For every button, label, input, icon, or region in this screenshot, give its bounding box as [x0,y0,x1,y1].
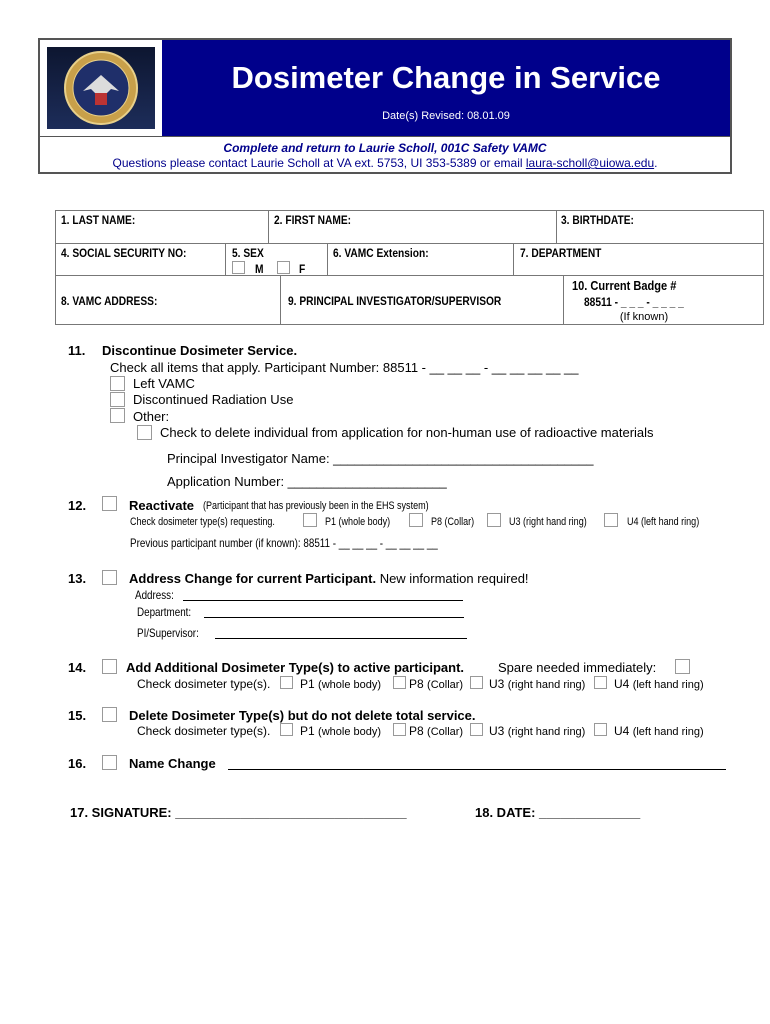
reactivate-p8-checkbox[interactable] [409,513,423,527]
sex-f-checkbox[interactable] [277,261,290,274]
add-p1-checkbox[interactable] [280,676,293,689]
section-11-title: Discontinue Dosimeter Service. [102,343,298,358]
section-13-required: New information required! [379,571,529,586]
form-title: Dosimeter Change in Service [231,60,661,95]
add-u3-desc: (right hand ring) [507,679,586,691]
add-p8-checkbox[interactable] [393,676,406,689]
badge-number: 88511 - _ _ _ - _ _ _ _ [584,295,684,309]
delete-application-checkbox[interactable] [137,425,152,440]
reactivate-p1-label: P1 (whole body) [325,516,391,528]
name-change-input[interactable] [228,769,726,770]
add-p1-label [300,677,381,691]
pi-supervisor-field-label: PI/Supervisor: [137,626,199,640]
vamc-extension-label: 6. VAMC Extension: [333,246,429,260]
add-u4-label [614,677,704,691]
reactivate-u4-checkbox[interactable] [604,513,618,527]
add-p8-label [409,677,463,691]
section-11-number: 11. [68,343,86,358]
section-16-number: 16. [68,756,87,771]
delete-p8-code: P8 [409,724,424,738]
add-u3-code: U3 [489,677,505,691]
revised-date: Date(s) Revised: 08.01.09 [382,110,510,122]
birthdate-label: 3. BIRTHDATE: [561,213,634,227]
add-u3-checkbox[interactable] [470,676,483,689]
delete-p1-checkbox[interactable] [280,723,293,736]
sex-f-label: F [299,262,306,276]
badge-if-known: (If known) [619,311,669,323]
sex-m-checkbox[interactable] [232,261,245,274]
add-u4-checkbox[interactable] [594,676,607,689]
delete-u4-label [614,724,704,738]
section-14-title: Add Additional Dosimeter Type(s) to active participant. [126,660,465,675]
delete-check-types: Check dosimeter type(s). [137,724,271,738]
department-field-label: Department: [137,605,192,619]
left-vamc-label: Left VAMC [133,376,195,391]
reactivate-p8-label: P8 (Collar) [431,516,475,528]
email-link[interactable]: laura-scholl@uiowa.edu [525,156,655,170]
last-name-label: 1. LAST NAME: [61,213,136,227]
address-label: Address: [135,588,174,602]
section-12-title: Reactivate [129,498,195,513]
current-badge-label: 10. Current Badge # [572,278,677,293]
reactivate-p1-checkbox[interactable] [303,513,317,527]
delete-dosimeter-checkbox[interactable] [102,707,117,722]
reactivate-u3-checkbox[interactable] [487,513,501,527]
delete-p8-label [409,724,463,738]
pi-supervisor-label: 9. PRINCIPAL INVESTIGATOR/SUPERVISOR [288,294,502,308]
first-name-label: 2. FIRST NAME: [274,213,352,227]
add-p8-desc: (Collar) [427,679,464,691]
add-u4-code: U4 [614,677,630,691]
pi-name-field[interactable]: Principal Investigator Name: ____________________________________ [167,451,594,466]
discontinued-radiation-checkbox[interactable] [110,392,125,407]
return-instructions: Complete and return to Laurie Scholl, 001C Safety VAMC [223,141,547,155]
ssn-label: 4. SOCIAL SECURITY NO: [61,246,187,260]
add-dosimeter-checkbox[interactable] [102,659,117,674]
date-field[interactable]: 18. DATE: ______________ [475,805,641,820]
spare-needed-label: Spare needed immediately: [498,660,657,675]
reactivate-check-types: Check dosimeter type(s) requesting. [130,516,275,528]
section-16-title: Name Change [129,756,216,771]
department-input[interactable] [204,617,464,618]
add-p1-desc: (whole body) [318,679,382,691]
add-check-types: Check dosimeter type(s). [137,677,271,691]
delete-p8-checkbox[interactable] [393,723,406,736]
left-vamc-checkbox[interactable] [110,376,125,391]
add-p1-code: P1 [300,677,315,691]
previous-participant-number[interactable]: Previous participant number (if known): 88511 - __ __ __ - __ __ __ __ [130,536,438,550]
va-seal-icon [47,47,155,129]
pi-supervisor-input[interactable] [215,638,467,639]
delete-u4-desc: (left hand ring) [632,726,704,738]
section-12-number: 12. [68,498,87,513]
delete-u4-code: U4 [614,724,630,738]
section-11-participant: Check all items that apply. Participant Number: 88511 - __ __ __ - __ __ __ __ __ [110,360,579,375]
vamc-address-label: 8. VAMC ADDRESS: [61,294,158,308]
address-input[interactable] [183,600,463,601]
contact-info [40,156,730,170]
section-13-title-line [129,571,529,586]
reactivate-u4-label: U4 (left hand ring) [627,516,700,528]
section-13-title: Address Change for current Participant. [129,571,377,586]
contact-suffix: . [654,156,658,170]
other-checkbox[interactable] [110,408,125,423]
delete-u3-label [489,724,585,738]
contact-text: Questions please contact Laurie Scholl at VA ext. 5753, UI 353-5389 or email [112,156,526,170]
add-p8-code: P8 [409,677,424,691]
sex-label: 5. SEX [232,246,264,260]
section-15-title: Delete Dosimeter Type(s) but do not delete total service. [129,708,476,723]
application-number-field[interactable]: Application Number: ______________________ [167,474,447,489]
discontinued-radiation-label: Discontinued Radiation Use [133,392,294,407]
name-change-checkbox[interactable] [102,755,117,770]
section-13-number: 13. [68,571,87,586]
delete-p1-desc: (whole body) [318,726,382,738]
delete-u3-desc: (right hand ring) [507,726,586,738]
delete-u4-checkbox[interactable] [594,723,607,736]
va-seal-background [47,47,155,129]
delete-u3-code: U3 [489,724,505,738]
delete-p1-code: P1 [300,724,315,738]
sex-m-label: M [255,262,264,276]
signature-field[interactable]: 17. SIGNATURE: ________________________________ [70,805,407,820]
delete-application-label: Check to delete individual from application for non-human use of radioactive materials [160,425,654,440]
section-14-number: 14. [68,660,87,675]
reactivate-note: (Participant that has previously been in the EHS system) [203,500,429,512]
spare-needed-checkbox[interactable] [675,659,690,674]
section-15-number: 15. [68,708,87,723]
delete-u3-checkbox[interactable] [470,723,483,736]
delete-p1-label [300,724,381,738]
delete-p8-desc: (Collar) [427,726,464,738]
add-u3-label [489,677,585,691]
address-change-checkbox[interactable] [102,570,117,585]
department-label: 7. DEPARTMENT [520,246,602,260]
header-divider [40,136,730,137]
reactivate-u3-label: U3 (right hand ring) [509,516,587,528]
other-label: Other: [133,409,170,424]
reactivate-checkbox[interactable] [102,496,117,511]
add-u4-desc: (left hand ring) [632,679,704,691]
